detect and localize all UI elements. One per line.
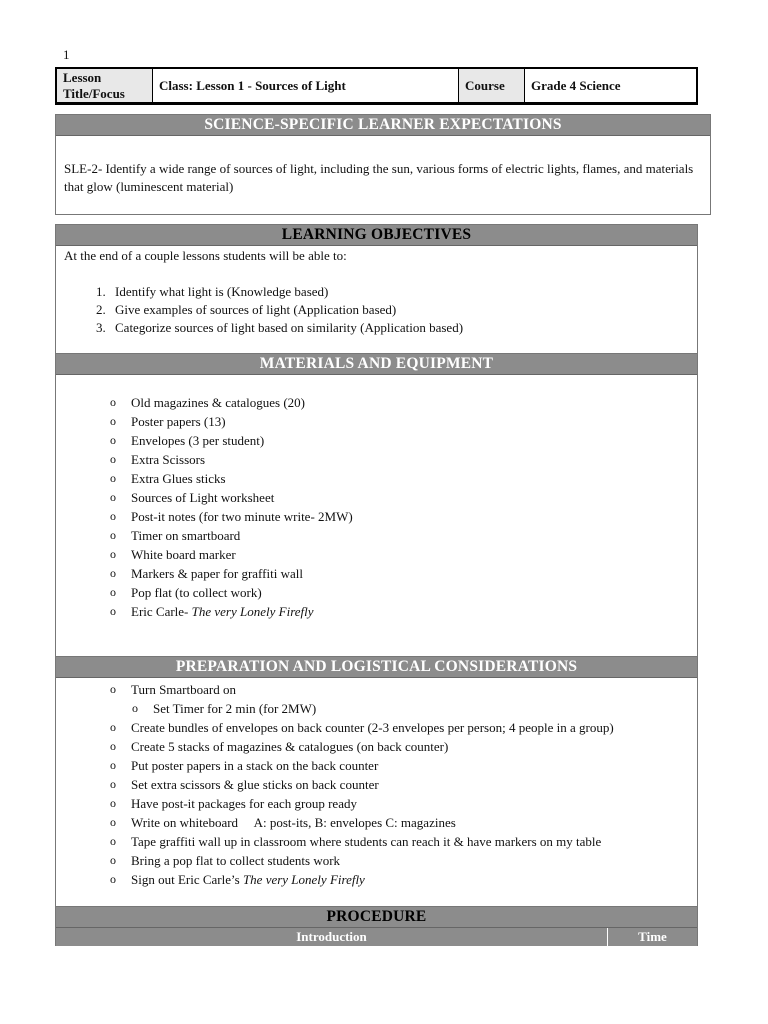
list-item: o Extra Glues sticks <box>110 471 226 486</box>
list-item: o Turn Smartboard on <box>110 682 236 697</box>
list-item: o Set extra scissors & glue sticks on back counter <box>110 777 379 792</box>
bullet-icon: o <box>110 471 116 485</box>
bullet-icon: o <box>132 701 138 715</box>
bullet-icon: o <box>110 414 116 428</box>
objective-item: 2. Give examples of sources of light (Application based) <box>109 301 689 319</box>
objectives-section <box>55 224 698 354</box>
sle-title: SCIENCE-SPECIFIC LEARNER EXPECTATIONS <box>56 115 710 136</box>
bullet-icon: o <box>110 777 116 791</box>
list-item: o Markers & paper for graffiti wall <box>110 566 303 581</box>
list-item: o Have post-it packages for each group ready <box>110 796 357 811</box>
bullet-icon: o <box>110 528 116 542</box>
time-label: Time <box>638 929 667 944</box>
preparation-title: PREPARATION AND LOGISTICAL CONSIDERATIONS <box>56 657 697 678</box>
bullet-icon: o <box>110 433 116 447</box>
bullet-icon: o <box>110 509 116 523</box>
course-value: Grade 4 Science <box>531 77 621 93</box>
lesson-title-label: Lesson Title/Focus <box>57 69 153 102</box>
list-item: o Put poster papers in a stack on the back counter <box>110 758 379 773</box>
objective-item: 3. Categorize sources of light based on similarity (Application based) <box>109 319 689 337</box>
list-item: o Tape graffiti wall up in classroom where students can reach it & have markers on my table <box>110 834 602 849</box>
bullet-icon: o <box>110 490 116 504</box>
bullet-icon: o <box>110 395 116 409</box>
list-item: o Sign out Eric Carle’s The very Lonely Firefly <box>110 872 365 887</box>
bullet-icon: o <box>110 815 116 829</box>
bullet-icon: o <box>110 834 116 848</box>
list-item: o Bring a pop flat to collect students work <box>110 853 341 868</box>
bullet-icon: o <box>110 853 116 867</box>
bullet-icon: o <box>110 547 116 561</box>
list-item: o Sources of Light worksheet <box>110 490 275 505</box>
procedure-header-row <box>56 928 697 946</box>
list-item: o Timer on smartboard <box>110 528 241 543</box>
bullet-icon: o <box>110 758 116 772</box>
bullet-icon: o <box>110 682 116 696</box>
class-value: Class: Lesson 1 - Sources of Light <box>153 69 459 102</box>
list-item: o Create 5 stacks of magazines & catalogues (on back counter) <box>110 739 449 754</box>
page-number: 1 <box>63 47 70 62</box>
list-item: o Envelopes (3 per student) <box>110 433 265 448</box>
sle-section <box>55 114 711 215</box>
list-item: o Write on whiteboard A: post-its, B: envelopes C: magazines <box>110 815 456 830</box>
bullet-icon: o <box>110 796 116 810</box>
materials-list <box>56 375 697 621</box>
preparation-section <box>55 656 698 906</box>
list-item: o Set Timer for 2 min (for 2MW) <box>132 701 317 716</box>
bullet-icon: o <box>110 739 116 753</box>
list-item: o Post-it notes (for two minute write- 2MW) <box>110 509 353 524</box>
procedure-title: PROCEDURE <box>56 907 697 928</box>
objective-item: 1. Identify what light is (Knowledge based) <box>109 283 689 301</box>
sle-text: SLE-2- Identify a wide range of sources of light, including the sun, various forms of electric lights, flames, and materials that glow (luminescent material) <box>64 161 694 194</box>
procedure-section <box>55 906 698 946</box>
list-item: o Poster papers (13) <box>110 414 226 429</box>
lesson-header-table <box>55 67 698 105</box>
bullet-icon: o <box>110 720 116 734</box>
bullet-icon: o <box>110 585 116 599</box>
materials-title: MATERIALS AND EQUIPMENT <box>56 354 697 375</box>
list-item: o Eric Carle- The very Lonely Firefly <box>110 604 314 619</box>
introduction-label: Introduction <box>56 928 608 946</box>
objectives-title: LEARNING OBJECTIVES <box>56 225 697 246</box>
objectives-intro: At the end of a couple lessons students will be able to: <box>64 248 347 263</box>
bullet-icon: o <box>110 452 116 466</box>
bullet-icon: o <box>110 604 116 618</box>
list-item: o White board marker <box>110 547 236 562</box>
bullet-icon: o <box>110 566 116 580</box>
materials-section <box>55 353 698 656</box>
list-item: o Extra Scissors <box>110 452 206 467</box>
bullet-icon: o <box>110 872 116 886</box>
list-item: o Create bundles of envelopes on back counter (2-3 envelopes per person; 4 people in a group) <box>110 720 614 735</box>
list-item: o Old magazines & catalogues (20) <box>110 395 305 410</box>
objectives-list <box>64 283 689 337</box>
list-item: o Pop flat (to collect work) <box>110 585 262 600</box>
preparation-list <box>56 678 697 889</box>
course-label: Course <box>459 69 525 102</box>
